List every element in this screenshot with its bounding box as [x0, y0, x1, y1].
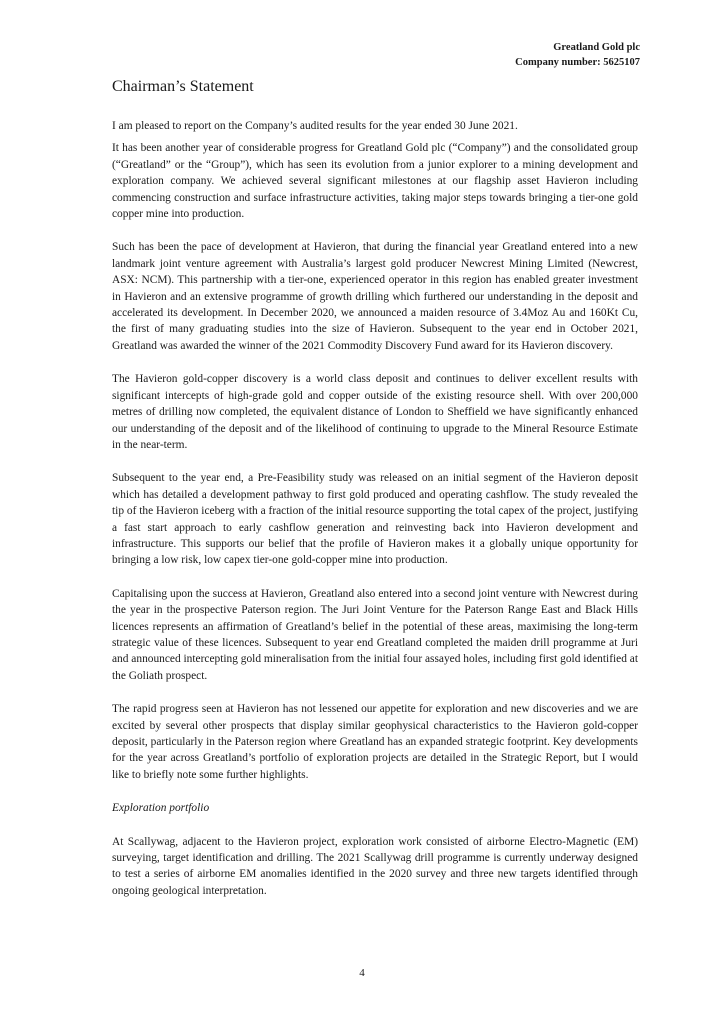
section-subheading: Exploration portfolio — [112, 802, 210, 815]
paragraph-scallywag: At Scallywag, adjacent to the Havieron project, exploration work consisted of airborne Electro-Magnetic (EM) surveying, target identification and drilling. The 2021 Scallywag drill programme is currently underway designed to test a series of airborne EM anomalies identified in the 2020 survey and three new targets identified through ongoing geological interpretation. — [112, 835, 638, 897]
paragraph-juri: Capitalising upon the success at Havieron, Greatland also entered into a second joint venture with Newcrest during the year in the prospective Paterson region. The Juri Joint Venture for the Paterson Range East and Black Hills licences represents an affirmation of Greatland’s belief in the potential of these areas, maximising the long-term strategic value of these licences. Subsequent to year end Greatland completed the maiden drill programme at Juri and announced intercepting gold mineralisation from the initial four assayed holes, including first gold identified at the Goliath prospect. — [112, 587, 638, 682]
page-number: 4 — [359, 967, 365, 979]
paragraph-discovery: The Havieron gold-copper discovery is a world class deposit and continues to deliver excellent results with significant intercepts of high-grade gold and copper outside of the existing resource shell. With over 200,000 metres of drilling now completed, the equivalent distance of London to Sheffield we have significantly enhanced our understanding of the deposit and of the likelihood of continuing to upgrade to the Mineral Resource Estimate in the near-term. — [112, 373, 638, 451]
company-name: Greatland Gold plc — [553, 42, 640, 53]
paragraph-exploration: The rapid progress seen at Havieron has not lessened our appetite for exploration and new discoveries and we are excited by several other prospects that display similar geophysical characteristics to the Havieron gold-copper deposit, particularly in the Paterson region where Greatland has an expanded strategic footprint. Key developments for the year across Greatland’s portfolio of exploration projects are detailed in the Strategic Report, but I would like to briefly note some further highlights. — [112, 703, 638, 781]
page-title: Chairman’s Statement — [112, 78, 254, 95]
paragraph-intro: I am pleased to report on the Company’s audited results for the year ended 30 June 2021. — [112, 120, 518, 132]
paragraph-pre-feasibility: Subsequent to the year end, a Pre-Feasibility study was released on an initial segment of the Havieron deposit which has detailed a development pathway to first gold produced and operating cashflow. The study revealed the tip of the Havieron iceberg with a fraction of the initial resource supporting the total capex of the project, justifying a fast start approach to early cashflow generation and reinvesting back into Havieron development and infrastructure. This supports our belief that the profile of Havieron makes it a globally unique opportunity for bringing a low risk, low capex tier-one gold-copper mine into production. — [112, 472, 638, 567]
statement-body — [112, 118, 638, 916]
paragraph-joint-venture: Such has been the pace of development at Havieron, that during the financial year Greatland entered into a new landmark joint venture agreement with Australia’s largest gold producer Newcrest Mining Limited (Newcrest, ASX: NCM). This partnership with a tier-one, experienced operator in this region has enabled greater investment in Havieron and an extensive programme of growth drilling which furthered our understanding in the deposit and accelerated its development. In December 2020, we announced a maiden resource of 3.4Moz Au and 160Kt Cu, the first of many graduating studies into the size of Havieron. Subsequent to the year end in October 2021, Greatland was awarded the winner of the 2021 Commodity Discovery Fund award for its Havieron discovery. — [112, 241, 638, 352]
paragraph-progress: It has been another year of considerable progress for Greatland Gold plc (“Company”) and the consolidated group (“Greatland” or the “Group”), which has seen its evolution from a junior explorer to a mining development and exploration company. We achieved several significant milestones at our flagship asset Havieron including commencing construction and surface infrastructure activities, taking major steps towards bringing a tier-one gold copper mine into production. — [112, 142, 638, 221]
company-number: Company number: 5625107 — [515, 57, 640, 68]
page-header — [515, 40, 640, 70]
